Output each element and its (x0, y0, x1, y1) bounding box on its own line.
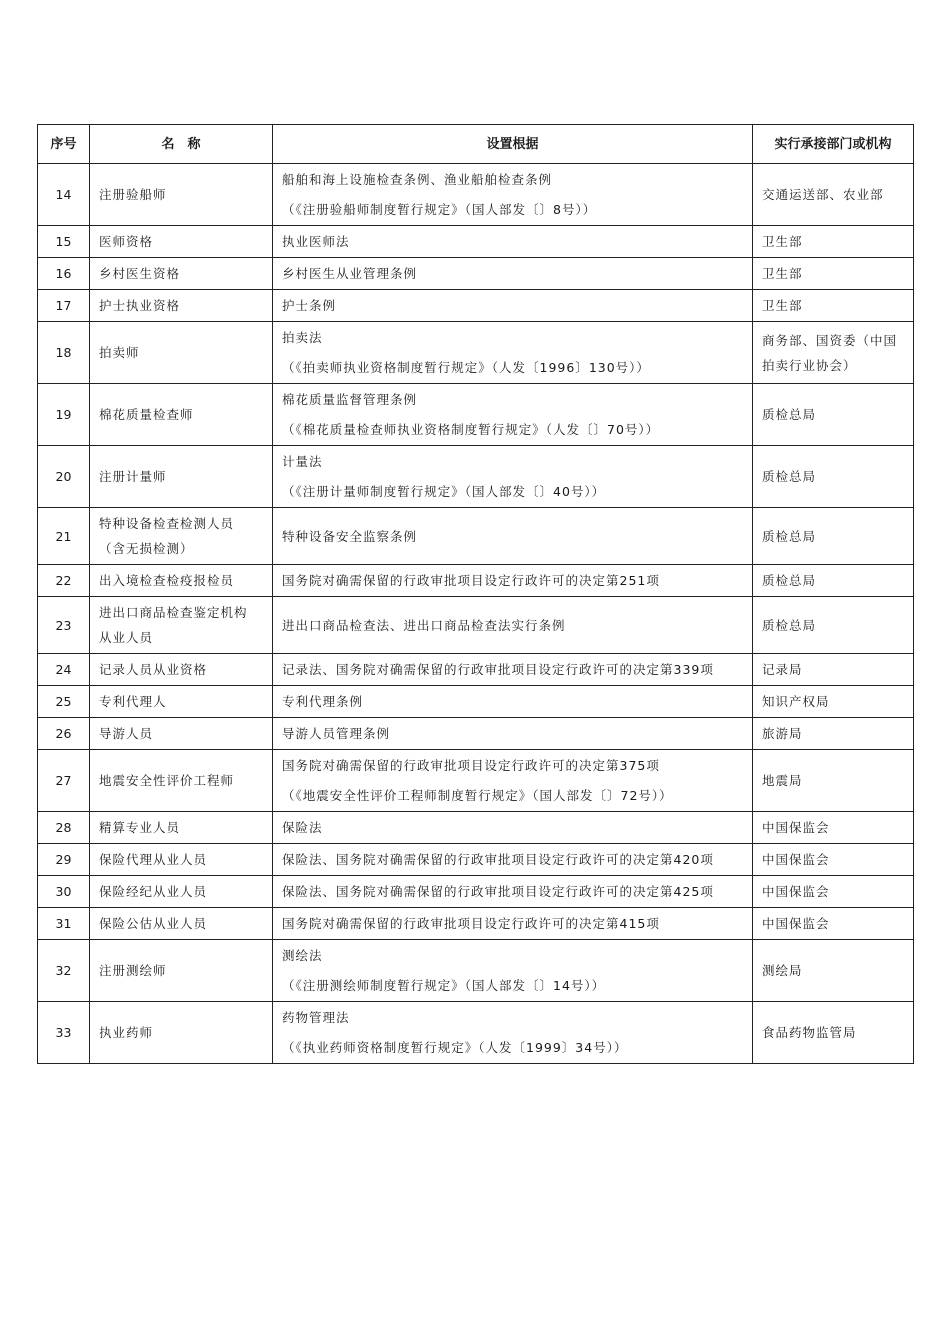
table-row (38, 384, 914, 446)
legal-basis-line: 导游人员管理条例 (282, 726, 391, 741)
table-row (38, 844, 914, 876)
legal-basis-line: 棉花质量监督管理条例 (282, 392, 418, 407)
responsible-department-cell (753, 908, 914, 940)
qualification-name-line: 保险经纪从业人员 (99, 884, 208, 899)
qualification-name-cell (90, 597, 273, 654)
legal-basis-line: （《棉花质量检查师执业资格制度暂行规定》（人发〔〕70号）） (282, 422, 660, 437)
table-row (38, 908, 914, 940)
row-number: 32 (38, 940, 90, 1002)
qualification-name-cell (90, 1002, 273, 1064)
table-row (38, 654, 914, 686)
responsible-department-line: 质检总局 (762, 528, 817, 544)
qualification-name-cell (90, 718, 273, 750)
qualification-name-line: 保险公估从业人员 (99, 916, 208, 931)
legal-basis-line: 进出口商品检查法、进出口商品检查法实行条例 (282, 617, 566, 633)
legal-basis-line: 国务院对确需保留的行政审批项目设定行政许可的决定第251项 (282, 573, 660, 588)
legal-basis-line: （《执业药师资格制度暂行规定》（人发〔1999〕34号）） (282, 1040, 628, 1055)
responsible-department-line: 卫生部 (762, 234, 803, 249)
legal-basis-cell (273, 908, 753, 940)
table-row (38, 940, 914, 1002)
legal-basis-line: 专利代理条例 (282, 694, 364, 709)
legal-basis-line: 乡村医生从业管理条例 (282, 266, 418, 281)
qualification-name-line: 护士执业资格 (99, 298, 181, 313)
qualification-name-cell (90, 508, 273, 565)
responsible-department-cell (753, 384, 914, 446)
qualification-name-line: 进出口商品检查鉴定机构 (99, 605, 248, 620)
responsible-department-cell (753, 686, 914, 718)
qualification-name-cell (90, 876, 273, 908)
row-number: 14 (38, 164, 90, 226)
legal-basis-line: 执业医师法 (282, 234, 350, 249)
row-number: 23 (38, 597, 90, 654)
row-number: 16 (38, 258, 90, 290)
row-number: 27 (38, 750, 90, 812)
qualification-name-line: （含无损检测） (99, 541, 194, 556)
responsible-department-cell (753, 750, 914, 812)
responsible-department-line: 中国保监会 (762, 820, 830, 835)
legal-basis-line: （《注册验船师制度暂行规定》（国人部发〔〕8号）） (282, 202, 597, 217)
responsible-department-line: 中国保监会 (762, 884, 830, 899)
responsible-department-cell (753, 290, 914, 322)
responsible-department-cell (753, 322, 914, 384)
table-row (38, 812, 914, 844)
qualification-name-cell (90, 446, 273, 508)
qualification-name-cell (90, 908, 273, 940)
legal-basis-cell (273, 322, 753, 384)
qualification-name-line: 精算专业人员 (99, 820, 181, 835)
responsible-department-cell (753, 876, 914, 908)
qualification-name-line: 执业药师 (99, 1025, 154, 1040)
qualification-name-cell (90, 322, 273, 384)
legal-basis-cell (273, 508, 753, 565)
row-number: 21 (38, 508, 90, 565)
row-number: 15 (38, 226, 90, 258)
responsible-department-line: 知识产权局 (762, 694, 830, 709)
legal-basis-cell (273, 226, 753, 258)
qualification-name-cell (90, 654, 273, 686)
legal-basis-line: 保险法 (282, 820, 323, 835)
qualification-name-line: 导游人员 (99, 726, 154, 741)
legal-basis-line: 国务院对确需保留的行政审批项目设定行政许可的决定第375项 (282, 758, 660, 773)
legal-basis-cell (273, 565, 753, 597)
legal-basis-line: 国务院对确需保留的行政审批项目设定行政许可的决定第415项 (282, 916, 660, 931)
responsible-department-line: 质检总局 (762, 469, 817, 484)
legal-basis-line: （《注册计量师制度暂行规定》（国人部发〔〕40号）） (282, 484, 606, 499)
legal-basis-line: （《注册测绘师制度暂行规定》（国人部发〔〕14号）） (282, 978, 606, 993)
responsible-department-line: 食品药物监管局 (762, 1025, 857, 1040)
row-number: 28 (38, 812, 90, 844)
legal-basis-line: 保险法、国务院对确需保留的行政审批项目设定行政许可的决定第420项 (282, 852, 714, 867)
legal-basis-line: 船舶和海上设施检查条例、渔业船舶检查条例 (282, 172, 553, 187)
legal-basis-cell (273, 597, 753, 654)
qualification-name-line: 出入境检查检疫报检员 (99, 573, 235, 588)
responsible-department-line: 商务部、国资委（中国 (762, 332, 898, 348)
qualification-name-line: 专利代理人 (99, 694, 167, 709)
responsible-department-cell (753, 597, 914, 654)
table-row (38, 718, 914, 750)
responsible-department-cell (753, 446, 914, 508)
legal-basis-cell (273, 686, 753, 718)
qualification-name-line: 注册计量师 (99, 469, 167, 484)
legal-basis-cell (273, 446, 753, 508)
responsible-department-cell (753, 226, 914, 258)
header-department: 实行承接部门或机构 (753, 125, 914, 164)
header-name: 名 称 (90, 125, 273, 164)
table-row (38, 686, 914, 718)
legal-basis-line: 拍卖法 (282, 330, 323, 345)
qualification-name-line: 从业人员 (99, 630, 154, 645)
responsible-department-line: 中国保监会 (762, 916, 830, 931)
qualification-name-cell (90, 565, 273, 597)
legal-basis-cell (273, 290, 753, 322)
responsible-department-cell (753, 718, 914, 750)
legal-basis-cell (273, 844, 753, 876)
table-row (38, 164, 914, 226)
row-number: 22 (38, 565, 90, 597)
responsible-department-line: 卫生部 (762, 298, 803, 313)
legal-basis-line: 计量法 (282, 454, 323, 469)
legal-basis-cell (273, 1002, 753, 1064)
responsible-department-line: 卫生部 (762, 266, 803, 281)
qualification-name-cell (90, 750, 273, 812)
table-row (38, 446, 914, 508)
legal-basis-cell (273, 654, 753, 686)
legal-basis-line: 保险法、国务院对确需保留的行政审批项目设定行政许可的决定第425项 (282, 884, 714, 899)
legal-basis-cell (273, 258, 753, 290)
responsible-department-line: 质检总局 (762, 407, 817, 422)
legal-basis-line: 护士条例 (282, 298, 337, 313)
responsible-department-cell (753, 844, 914, 876)
responsible-department-line: 交通运送部、农业部 (762, 187, 884, 202)
legal-basis-line: （《拍卖师执业资格制度暂行规定》（人发〔1996〕130号）） (282, 360, 650, 375)
legal-basis-line: 药物管理法 (282, 1010, 350, 1025)
responsible-department-cell (753, 258, 914, 290)
qualification-name-line: 特种设备检查检测人员 (99, 516, 235, 531)
header-number: 序号 (38, 125, 90, 164)
legal-basis-cell (273, 876, 753, 908)
legal-basis-cell (273, 384, 753, 446)
qualification-name-line: 注册测绘师 (99, 963, 167, 978)
legal-basis-line: 测绘法 (282, 948, 323, 963)
qualification-name-cell (90, 258, 273, 290)
qualification-name-cell (90, 686, 273, 718)
table-header-row (38, 125, 914, 164)
legal-basis-line: 记录法、国务院对确需保留的行政审批项目设定行政许可的决定第339项 (282, 662, 714, 677)
legal-basis-cell (273, 940, 753, 1002)
qualification-name-line: 保险代理从业人员 (99, 852, 208, 867)
row-number: 33 (38, 1002, 90, 1064)
qualification-name-line: 医师资格 (99, 234, 154, 249)
responsible-department-cell (753, 940, 914, 1002)
qualification-name-line: 记录人员从业资格 (99, 662, 208, 677)
responsible-department-cell (753, 812, 914, 844)
qualification-name-line: 地震安全性评价工程师 (99, 773, 235, 788)
legal-basis-cell (273, 750, 753, 812)
responsible-department-cell (753, 565, 914, 597)
responsible-department-line: 拍卖行业协会） (762, 357, 857, 373)
responsible-department-line: 质检总局 (762, 573, 817, 588)
table-body (38, 164, 914, 1064)
legal-basis-cell (273, 718, 753, 750)
qualification-table-page (37, 124, 913, 1064)
row-number: 31 (38, 908, 90, 940)
responsible-department-cell (753, 1002, 914, 1064)
table-row (38, 290, 914, 322)
row-number: 25 (38, 686, 90, 718)
table-row (38, 597, 914, 654)
header-basis: 设置根据 (273, 125, 753, 164)
qualification-table (37, 124, 914, 1064)
qualification-name-cell (90, 290, 273, 322)
table-row (38, 876, 914, 908)
qualification-name-line: 注册验船师 (99, 187, 167, 202)
responsible-department-cell (753, 654, 914, 686)
qualification-name-cell (90, 844, 273, 876)
legal-basis-cell (273, 812, 753, 844)
qualification-name-cell (90, 812, 273, 844)
row-number: 29 (38, 844, 90, 876)
responsible-department-line: 中国保监会 (762, 852, 830, 867)
row-number: 30 (38, 876, 90, 908)
qualification-name-line: 拍卖师 (99, 345, 140, 360)
qualification-name-cell (90, 164, 273, 226)
table-row (38, 1002, 914, 1064)
responsible-department-cell (753, 508, 914, 565)
row-number: 26 (38, 718, 90, 750)
legal-basis-line: 特种设备安全监察条例 (282, 528, 418, 544)
row-number: 19 (38, 384, 90, 446)
qualification-name-cell (90, 226, 273, 258)
table-row (38, 750, 914, 812)
responsible-department-line: 质检总局 (762, 617, 817, 633)
table-row (38, 258, 914, 290)
row-number: 20 (38, 446, 90, 508)
qualification-name-cell (90, 384, 273, 446)
responsible-department-cell (753, 164, 914, 226)
table-row (38, 565, 914, 597)
qualification-name-cell (90, 940, 273, 1002)
legal-basis-cell (273, 164, 753, 226)
row-number: 18 (38, 322, 90, 384)
qualification-name-line: 乡村医生资格 (99, 266, 181, 281)
row-number: 17 (38, 290, 90, 322)
legal-basis-line: （《地震安全性评价工程师制度暂行规定》（国人部发〔〕72号）） (282, 788, 673, 803)
qualification-name-line: 棉花质量检查师 (99, 407, 194, 422)
table-row (38, 508, 914, 565)
responsible-department-line: 地震局 (762, 773, 803, 788)
responsible-department-line: 旅游局 (762, 726, 803, 741)
row-number: 24 (38, 654, 90, 686)
responsible-department-line: 测绘局 (762, 963, 803, 978)
table-row (38, 226, 914, 258)
responsible-department-line: 记录局 (762, 662, 803, 677)
table-row (38, 322, 914, 384)
